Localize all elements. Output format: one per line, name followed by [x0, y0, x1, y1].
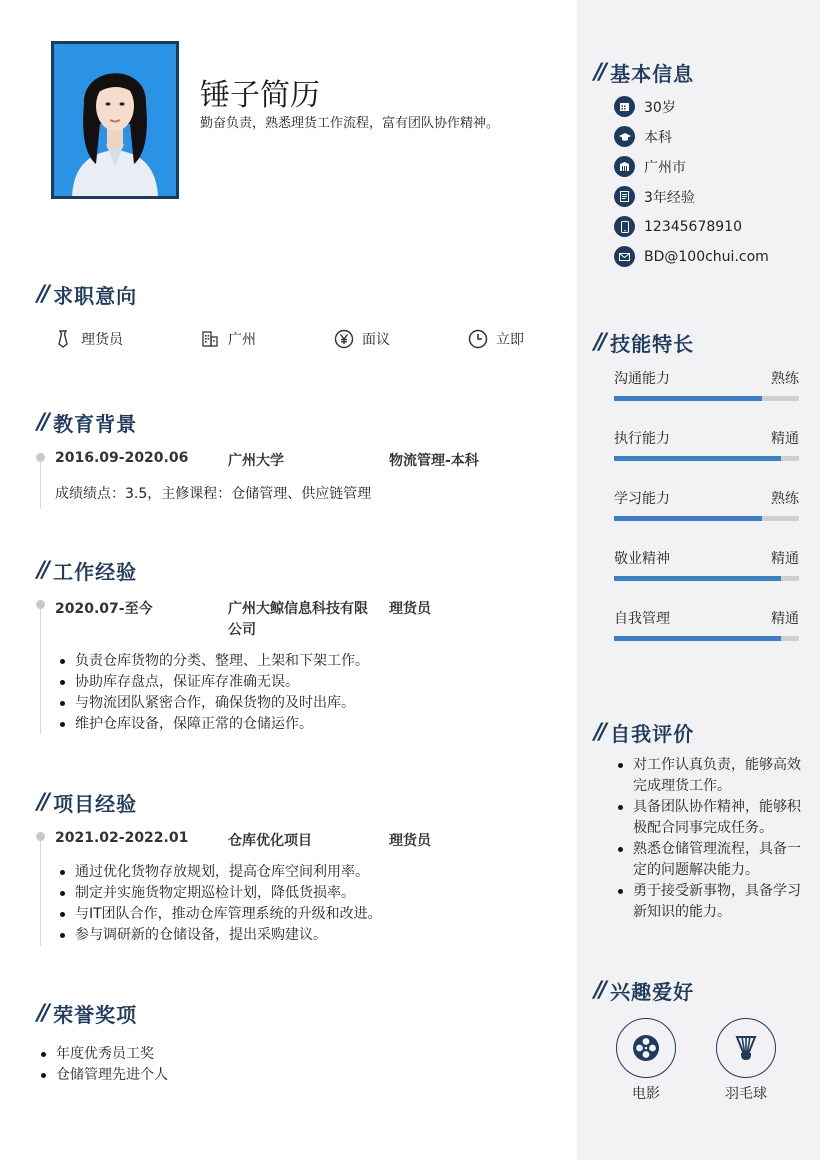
list-item: 通过优化货物存放规划，提高仓库空间利用率。 — [56, 862, 382, 883]
work-bullets — [56, 651, 369, 735]
hobby-label: 电影 — [632, 1086, 660, 1102]
clock-icon — [468, 329, 488, 349]
project-bullets — [56, 862, 382, 946]
education-school: 广州大学 — [228, 453, 284, 469]
tie-icon — [53, 329, 73, 349]
skill-item — [614, 428, 799, 448]
list-item: 熟悉仓储管理流程，具备一定的问题解决能力。 — [614, 839, 810, 881]
slash-mark-icon: // — [37, 282, 48, 307]
city-icon — [614, 156, 635, 177]
shuttlecock-icon — [731, 1033, 761, 1063]
hobby-label: 羽毛球 — [725, 1086, 767, 1102]
mail-icon — [614, 246, 635, 267]
slash-mark-icon: // — [37, 1001, 48, 1026]
self-eval-list — [614, 755, 810, 923]
list-item: 制定并实施货物定期巡检计划，降低货损率。 — [56, 883, 382, 904]
list-item: 仓储管理先进个人 — [37, 1065, 168, 1086]
tagline: 勤奋负责，熟悉理货工作流程，富有团队协作精神。 — [200, 116, 500, 131]
list-item: 协助库存盘点，保证库存准确无误。 — [56, 672, 369, 693]
timeline-line — [40, 606, 41, 734]
building-icon — [200, 329, 220, 349]
portrait-image — [54, 44, 176, 196]
list-item: 负责仓库货物的分类、整理、上架和下架工作。 — [56, 651, 369, 672]
skill-level: 熟练 — [771, 371, 799, 387]
section-title-skills: // 技能特长 — [594, 330, 695, 356]
skill-bar — [614, 456, 799, 461]
skill-bar-fill — [614, 576, 781, 581]
info-degree: 本科 — [614, 126, 672, 147]
section-title-project: // 项目经验 — [37, 790, 138, 816]
intent-city — [200, 329, 256, 349]
resume-name: 锤子简历 — [200, 78, 320, 113]
film-reel-icon — [631, 1033, 661, 1063]
skill-bar-fill — [614, 456, 781, 461]
intent-city-text: 广州 — [228, 332, 256, 348]
list-item: 参与调研新的仓储设备，提出采购建议。 — [56, 925, 382, 946]
skill-item — [614, 608, 799, 628]
work-period: 2020.07-至今 — [55, 601, 153, 617]
intent-salary — [334, 329, 390, 349]
list-item: 勇于接受新事物，具备学习新知识的能力。 — [614, 881, 810, 923]
skill-bar — [614, 396, 799, 401]
slash-mark-icon: // — [594, 720, 605, 745]
skill-item — [614, 548, 799, 568]
skill-name: 学习能力 — [614, 491, 670, 507]
list-item: 与IT团队合作，推动仓库管理系统的升级和改进。 — [56, 904, 382, 925]
skill-level: 精通 — [771, 431, 799, 447]
section-title-honors: // 荣誉奖项 — [37, 1001, 138, 1027]
skill-bar — [614, 576, 799, 581]
work-company-line1: 广州大鲸信息科技有限 — [228, 601, 368, 617]
slash-mark-icon: // — [594, 60, 605, 85]
skill-bar-fill — [614, 516, 762, 521]
intent-position — [53, 329, 123, 349]
info-email: BD@100chui.com — [614, 246, 769, 267]
work-company-line2: 公司 — [228, 622, 256, 638]
project-role: 理货员 — [389, 833, 431, 849]
calendar-icon — [614, 96, 635, 117]
list-item: 与物流团队紧密合作，确保货物的及时出库。 — [56, 693, 369, 714]
slash-mark-icon: // — [37, 410, 48, 435]
education-period: 2016.09-2020.06 — [55, 450, 189, 466]
skill-level: 精通 — [771, 551, 799, 567]
section-title-work: // 工作经验 — [37, 558, 138, 584]
slash-mark-icon: // — [37, 558, 48, 583]
skill-bar-fill — [614, 636, 781, 641]
list-item: 具备团队协作精神，能够积极配合同事完成任务。 — [614, 797, 810, 839]
intent-position-text: 理货员 — [81, 332, 123, 348]
project-name: 仓库优化项目 — [228, 833, 312, 849]
skill-item — [614, 488, 799, 508]
slash-mark-icon: // — [594, 330, 605, 355]
document-icon — [614, 186, 635, 207]
section-title-intent: // 求职意向 — [37, 282, 138, 308]
skill-name: 敬业精神 — [614, 551, 670, 567]
slash-mark-icon: // — [37, 790, 48, 815]
intent-availability — [468, 329, 524, 349]
intent-availability-text: 立即 — [496, 332, 524, 348]
info-experience: 3年经验 — [614, 186, 695, 207]
timeline-dot — [36, 832, 45, 841]
skill-bar — [614, 636, 799, 641]
yen-icon — [334, 329, 354, 349]
skill-level: 精通 — [771, 611, 799, 627]
skill-bar-fill — [614, 396, 762, 401]
profile-photo — [51, 41, 179, 199]
skill-level: 熟练 — [771, 491, 799, 507]
hobby-badminton — [716, 1018, 776, 1103]
timeline-dot — [36, 600, 45, 609]
work-role: 理货员 — [389, 601, 431, 617]
education-detail: 成绩绩点：3.5，主修课程：仓储管理、供应链管理 — [55, 486, 372, 502]
list-item: 年度优秀员工奖 — [37, 1044, 168, 1065]
info-city: 广州市 — [614, 156, 686, 177]
phone-icon — [614, 216, 635, 237]
info-phone: 12345678910 — [614, 216, 742, 237]
section-title-hobbies: // 兴趣爱好 — [594, 978, 695, 1004]
section-title-self-eval: // 自我评价 — [594, 720, 695, 746]
section-title-basic-info: // 基本信息 — [594, 60, 695, 86]
education-major: 物流管理-本科 — [389, 453, 479, 469]
intent-salary-text: 面议 — [362, 332, 390, 348]
skill-name: 沟通能力 — [614, 371, 670, 387]
hobby-movie — [616, 1018, 676, 1103]
list-item: 对工作认真负责，能够高效完成理货工作。 — [614, 755, 810, 797]
skill-name: 执行能力 — [614, 431, 670, 447]
project-period: 2021.02-2022.01 — [55, 830, 189, 846]
skill-item — [614, 368, 799, 388]
timeline-line — [40, 459, 41, 509]
section-title-education: // 教育背景 — [37, 410, 138, 436]
info-age: 30岁 — [614, 96, 676, 117]
skill-bar — [614, 516, 799, 521]
graduation-cap-icon — [614, 126, 635, 147]
timeline-dot — [36, 453, 45, 462]
slash-mark-icon: // — [594, 978, 605, 1003]
skill-name: 自我管理 — [614, 611, 670, 627]
honors-list — [37, 1044, 168, 1086]
list-item: 维护仓库设备，保障正常的仓储运作。 — [56, 714, 369, 735]
timeline-line — [40, 838, 41, 946]
